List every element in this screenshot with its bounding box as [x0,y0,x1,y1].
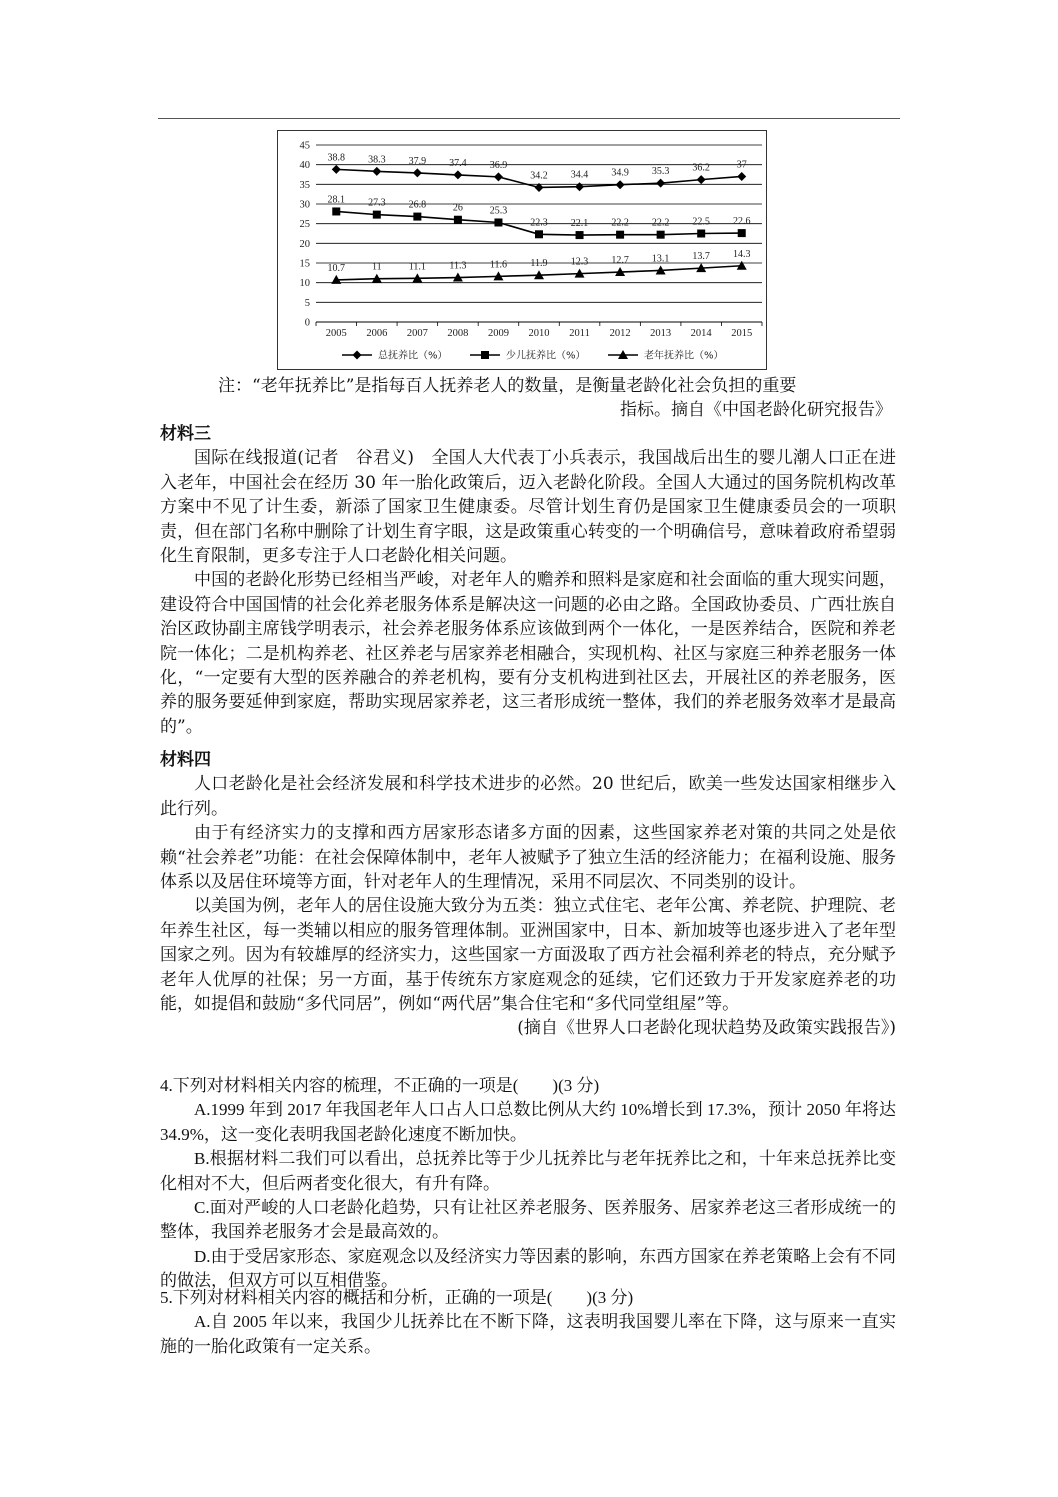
x-tick-label: 2012 [609,328,631,339]
chart-note-line2: 指标。摘自《中国老龄化研究报告》 [620,400,892,420]
y-tick-label: 20 [299,238,310,250]
material4-paragraph-1: 人口老龄化是社会经济发展和科学技术进步的必然。20 世纪后，欧美一些发达国家相继步入此行列。 [160,774,896,819]
data-label: 11.1 [408,261,426,273]
data-label: 36.2 [692,162,710,174]
data-point [657,231,665,239]
question-5 [160,1286,896,1359]
data-label: 37.9 [408,155,427,167]
x-tick-label: 2010 [528,328,550,339]
data-point [373,211,381,219]
data-label: 34.4 [570,169,589,181]
data-label: 13.7 [692,251,710,263]
data-point [697,230,705,238]
data-point [494,172,503,181]
data-label: 11.6 [489,259,508,271]
y-tick-label: 45 [299,140,310,152]
data-label: 22.2 [611,217,629,229]
data-label: 14.3 [732,248,751,260]
legend-marker [353,351,362,360]
material4-source: (摘自《世界人口老龄化现状趋势及政策实践报告》) [517,1018,896,1039]
data-point [737,172,746,181]
x-tick-label: 2005 [325,328,347,339]
material3-section [160,422,896,739]
y-tick-label: 15 [299,258,310,270]
data-label: 34.9 [611,167,629,179]
data-label: 25.3 [489,205,508,217]
data-point [332,165,341,174]
dependency-ratio-chart [277,130,767,370]
y-tick-label: 35 [299,179,310,191]
data-label: 11.3 [449,260,467,272]
question-4-option-a: A.1999 年到 2017 年我国老年人口占人口总数比例从大约 10%增长到 17.3%，预计 2050 年将达 34.9%，这一变化表明我国老龄化速度不断加快。 [160,1100,896,1144]
y-tick-label: 10 [299,278,310,290]
data-point [656,179,665,188]
data-point [372,167,381,176]
legend-label: 少儿抚养比（%） [506,350,586,362]
data-label: 13.1 [651,253,670,265]
material4-heading: 材料四 [160,750,211,770]
data-label: 37 [736,159,747,171]
question-4-option-b: B.根据材料二我们可以看出，总抚养比等于少儿抚养比与老年抚养比之和，十年来总抚养比变化相对不大，但后两者变化很大，有升有降。 [160,1149,896,1193]
x-tick-label: 2008 [447,328,469,339]
data-point [575,182,584,191]
data-label: 37.4 [449,157,467,169]
data-point [535,230,543,238]
material4-paragraph-3: 以美国为例，老年人的居住设施大致分为五类：独立式住宅、老年公寓、养老院、护理院、老年养生社区，每一类辅以相应的服务管理体制。亚洲国家中，日本、新加坡等也逐步进入了老年型国家之列。因为有较雄厚的经济实力，这些国家一方面汲取了西方社会福利养老的特点，充分赋予老年人优厚的社保；另一方面，基于传统东方家庭观念的延续，它们还致力于开发家庭养老的功能，如提倡和鼓励“多代同居”，例如“两代居”集合住宅和“多代同堂组屋”等。 [160,896,896,1015]
top-rule [158,118,900,119]
question-4-stem: 4.下列对材料相关内容的梳理，不正确的一项是( )(3 分) [160,1076,600,1095]
x-tick-label: 2011 [569,328,590,339]
y-tick-label: 30 [299,199,310,211]
data-label: 26 [452,202,463,214]
data-point [453,170,462,179]
data-label: 10.7 [327,262,346,274]
data-label: 22.6 [732,216,751,228]
legend-label: 老年抚养比（%） [644,350,724,362]
x-tick-label: 2014 [690,328,712,339]
material4-section [160,748,896,1041]
question-4-option-d: D.由于受居家形态、家庭观念以及经济实力等因素的影响，东西方国家在养老策略上会有不同的做法，但双方可以互相借鉴。 [160,1246,896,1291]
chart-canvas [278,131,768,371]
x-tick-label: 2007 [406,328,428,339]
data-point [413,168,422,177]
data-label: 22.3 [530,217,548,229]
data-label: 28.1 [327,194,346,206]
data-point [576,231,584,239]
material4-paragraph-2: 由于有经济实力的支撑和西方居家形态诸多方面的因素，这些国家养老对策的共同之处是依赖“社会养老”功能：在社会保障体制中，老年人被赋予了独立生活的经济能力；在福利设施、服务体系以及居住环境等方面，针对老年人的生理情况，采用不同层次、不同类别的设计。 [160,823,896,893]
x-tick-label: 2006 [366,328,388,339]
data-label: 22.5 [692,216,710,228]
data-point [738,229,746,237]
material3-paragraph-2: 中国的老龄化形势已经相当严峻，对老年人的赡养和照料是家庭和社会面临的重大现实问题，建设符合中国国情的社会化养老服务体系是解决这一问题的必由之路。全国政协委员、广西壮族自治区政协副主席钱学明表示，社会养老服务体系应该做到两个一体化，一是医养结合，医院和养老院一体化；二是机构养老、社区养老与居家养老相融合，实现机构、社区与家庭三种养老服务一体化，“一定要有大型的医养融合的养老机构，要有分支机构进到社区去，开展社区的养老服务，医养的服务要延伸到家庭，帮助实现居家养老，这三者形成统一整体，我们的养老服务效率才是最高的”。 [160,570,896,737]
question-5-option-a: A.自 2005 年以来，我国少儿抚养比在不断下降，这表明我国婴儿率在下降，这与原来一直实施的一胎化政策有一定关系。 [160,1312,896,1356]
question-4 [160,1074,896,1294]
y-tick-label: 25 [299,219,310,231]
data-point [454,216,462,224]
data-label: 38.8 [327,152,346,164]
y-tick-label: 40 [299,160,310,172]
data-label: 27.3 [368,197,386,209]
data-label: 35.3 [651,166,670,178]
data-point [332,207,340,215]
x-tick-label: 2015 [731,328,753,339]
data-label: 12.3 [570,256,589,268]
data-point [494,218,502,226]
data-label: 11 [371,261,382,273]
data-point [413,213,421,221]
data-label: 11.9 [530,258,548,270]
data-label: 12.7 [611,255,629,267]
data-point [616,231,624,239]
data-point [697,175,706,184]
y-tick-label: 5 [304,297,310,309]
chart-note-line1: 注：“老年抚养比”是指每百人抚养老人的数量，是衡量老龄化社会负担的重要 [218,376,797,396]
material3-paragraph-1: 国际在线报道(记者 谷君义) 全国人大代表丁小兵表示，我国战后出生的婴儿潮人口正在进入老年，中国社会在经历 30 年一胎化政策后，迈入老龄化阶段。全国人大通过的国务院机构改革方案中不见了计生委，新添了国家卫生健康委。尽管计划生育仍是国家卫生健康委员会的一项职责，但在部门名称中删除了计划生育字眼，这是政策重心转变的一个明确信号，意味着政府希望弱化生育限制，更多专注于人口老龄化相关问题。 [160,448,896,567]
question-5-stem: 5.下列对材料相关内容的概括和分析，正确的一项是( )(3 分) [160,1288,634,1307]
legend-marker [481,351,489,359]
x-tick-label: 2009 [487,328,509,339]
data-label: 26.8 [408,199,427,211]
y-tick-label: 0 [304,317,310,329]
data-label: 22.1 [570,218,589,230]
data-point [616,180,625,189]
data-label: 38.3 [368,154,386,166]
data-label: 22.2 [651,217,670,229]
legend-label: 总抚养比（%） [378,350,448,362]
material3-heading: 材料三 [160,424,211,444]
x-tick-label: 2013 [650,328,672,339]
data-label: 34.2 [530,170,548,182]
question-4-option-c: C.面对严峻的人口老龄化趋势，只有让社区养老服务、医养服务、居家养老这三者形成统一的整体，我国养老服务才会是最高效的。 [160,1198,896,1242]
data-label: 36.9 [489,159,508,171]
